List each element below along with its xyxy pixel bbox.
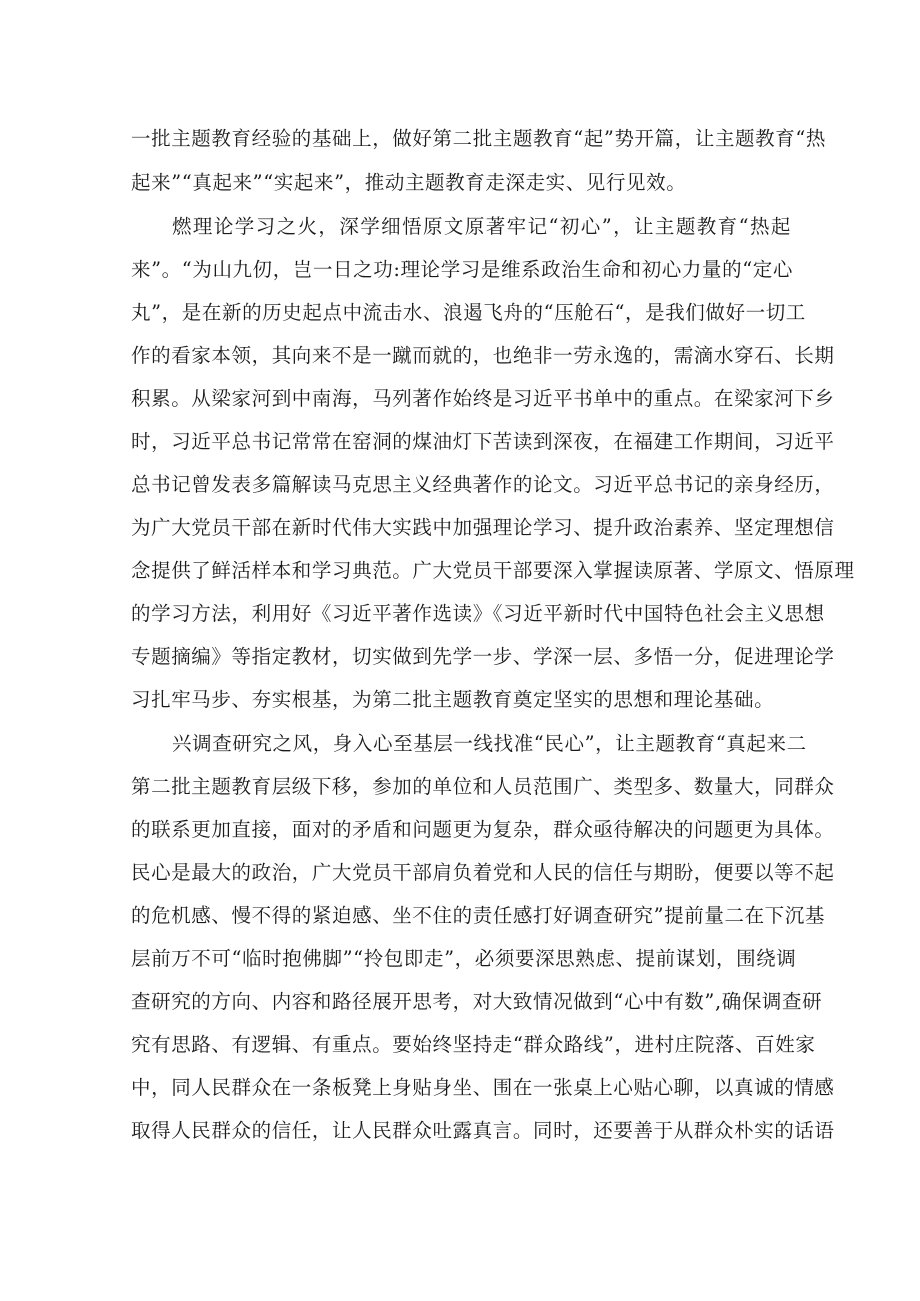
paragraph-2-line-3: 丸”，是在新的历史起点中流击水、浪遏飞舟的“压舱石“，是我们做好一切工 [131,301,806,324]
paragraph-2-line-12: 习扎牢马步、夯实根基，为第二批主题教育奠定坚实的思想和理论基础。 [131,688,775,711]
paragraph-2-line-2: 来”。“为山九仞，岂一日之功:理论学习是维系政治生命和初心力量的“定心 [131,258,793,281]
paragraph-1-line-2: 起来”“真起来”“实起来”，推动主题教育走深走实、见行见效。 [131,171,687,194]
paragraph-3-line-3: 的联系更加直接，面对的矛盾和问题更为复杂，群众亟待解决的问题更为具体。 [131,818,835,841]
paragraph-3-line-9: 中，同人民群众在一条板凳上身贴身坐、围在一张桌上心贴心聊，以真诚的情感 [131,1076,835,1099]
paragraph-3-line-5: 的危机感、慢不得的紧迫感、坐不住的责任感打好调查研究”提前量二在下沉基 [131,904,825,927]
paragraph-3-line-8: 究有思路、有逻辑、有重点。要始终坚持走“群众路线”，进村庄院落、百姓家 [131,1033,816,1056]
paragraph-2-line-4: 作的看家本领，其向来不是一蹴而就的，也绝非一劳永逸的，需滴水穿石、长期 [131,344,835,367]
paragraph-3-line-1: 兴调查研究之风，身入心至基层一线找准“民心”，让主题教育“真起来二 [172,732,807,755]
paragraph-2-line-11: 专题摘编》等指定教材，切实做到先学一步、学深一层、多悟一分，促进理论学 [131,645,835,668]
paragraph-1-line-1: 一批主题教育经验的基础上，做好第二批主题教育“起”势开篇，让主题教育“热 [131,127,827,150]
paragraph-3-line-6: 层前万不可“临时抱佛脚”“拎包即走”，必须要深思熟虑、提前谋划，围绕调 [131,947,797,970]
paragraph-2-line-1: 燃理论学习之火，深学细悟原文原著牢记“初心”，让主题教育“热起 [172,215,791,238]
paragraph-3-line-10: 取得人民群众的信任，让人民群众吐露真言。同时，还要善于从群众朴实的话语 [131,1119,835,1142]
paragraph-2-line-6: 时，习近平总书记常常在窑洞的煤油灯下苦读到深夜，在福建工作期间，习近平 [131,430,835,453]
paragraph-2-line-5: 积累。从梁家河到中南海，马列著作始终是习近平书单中的重点。在梁家河下乡 [131,387,835,410]
paragraph-2-line-7: 总书记曾发表多篇解读马克思主义经典著作的论文。习近平总书记的亲身经历， [131,473,835,496]
paragraph-3-line-7: 查研究的方向、内容和路径展开思考，对大致情况做到“心中有数”,确保调查研 [131,990,823,1013]
paragraph-3-line-4: 民心是最大的政治，广大党员干部肩负着党和人民的信任与期盼，便要以等不起 [131,861,835,884]
paragraph-2-line-8: 为广大党员干部在新时代伟大实践中加强理论学习、提升政治素养、坚定理想信 [131,516,835,539]
paragraph-3-line-2: 第二批主题教育层级下移，参加的单位和人员范围广、类型多、数量大，同群众 [131,775,835,798]
paragraph-2-line-10: 的学习方法，利用好《习近平著作选读》《习近平新时代中国特色社会主义思想 [131,602,825,625]
paragraph-2-line-9: 念提供了鲜活样本和学习典范。广大党员干部要深入掌握读原著、学原文、悟原理 [131,559,855,582]
